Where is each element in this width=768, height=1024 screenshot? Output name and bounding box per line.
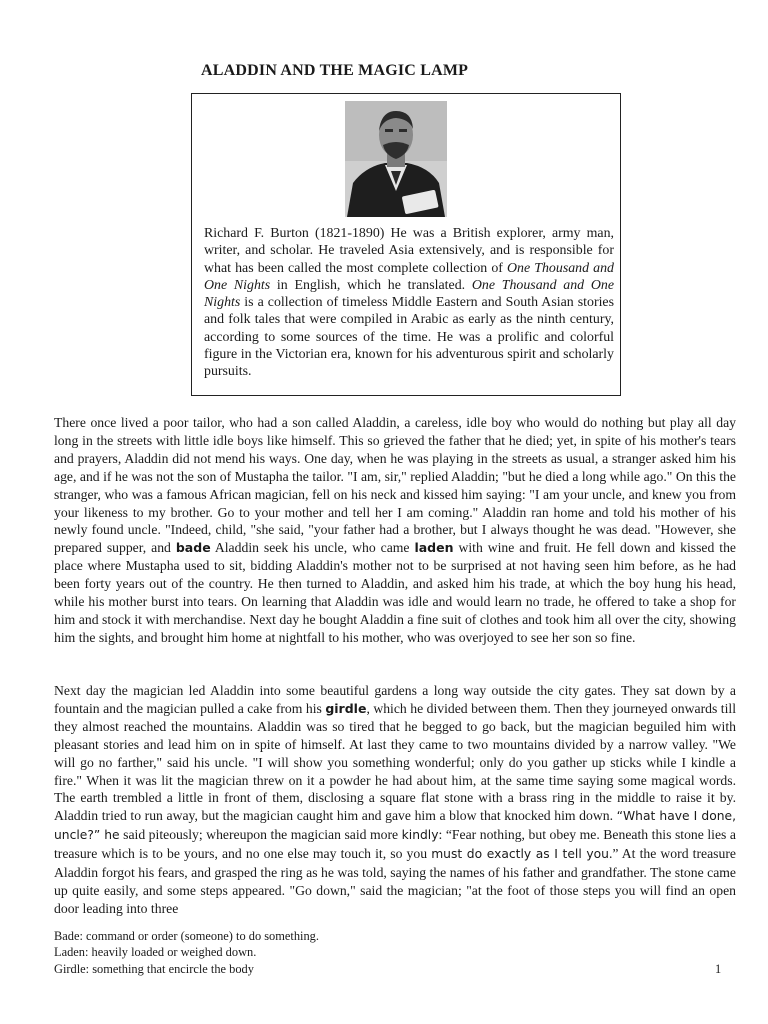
page-number: 1 (715, 962, 722, 976)
bio-text-part: Richard F. Burton (1821-1890) He was a British explorer, army man, writer, and scholar. He traveled Asia extensively, and is responsible for what has been called the most complete collection of (204, 226, 614, 276)
bio-text-part: in English, which he translated. (270, 277, 472, 293)
biography-box (191, 93, 621, 396)
vocab-note: Bade: command or order (someone) to do something. (54, 929, 319, 943)
vocab-note: Laden: heavily loaded or weighed down. (54, 945, 257, 960)
vocab-note: Girdle: something that encircle the body (54, 961, 254, 976)
vocab-word-bade: bade (175, 540, 211, 556)
story-text: with wine and fruit. He fell down and kissed the place where Mustapha used to sit, bidding Aladdin's mother not to be surprised at not having seen him before, as he had been forty years out of the country. He then turned to Aladdin, and asked him his trade, at which the boy hung his head, while his mother burst into tears. On learning that Aladdin was idle and would learn no trade, he offered to take a shop for him and stock it with merchandise. Next day he bought Aladdin a fine suit of clothes and took him all over the city, showing him the sights, and brought him home at nightfall to his mother, who was overjoyed to see her son so fine. (54, 540, 736, 645)
portrait-photo (345, 101, 447, 217)
book-title-italic: One Thousand and One Nights (204, 260, 614, 293)
biography-text (204, 225, 614, 381)
story-text: : “Fear nothing, but obey me. Beneath this stone lies a treasure which is to be yours, and no one else may touch it, so you (54, 827, 736, 862)
vocab-word-laden: laden (414, 540, 454, 556)
story-text: There once lived a poor tailor, who had a son called Aladdin, a careless, idle boy who would do nothing but play all day long in the streets with little idle boys like himself. This so grieved the father that he died; yet, in spite of his mother's tears and prayers, Aladdin did not mend his ways. One day, when he was playing in the streets as usual, a stranger asked him his age, and if he was not the son of Mustapha the tailor. "I am, sir," replied Aladdin; "but he died a long while ago." On this the stranger, who was a famous African magician, fell on his neck and kissed him saying: "I am your uncle, and knew you from your likeness to my brother. Go to your mother and tell her I am coming." Aladdin ran home and told his mother of his newly found uncle. "Indeed, child, "she said, "your father had a brother, but I always thought he was dead. "However, she prepared supper, and (54, 415, 736, 556)
story-text: , which he divided between them. Then they journeyed onwards till they almost reached the mountains. Aladdin was so tired that he begged to go back, but the magician beguiled him with pleasant stories and lead him on in spite of himself. At last they came to two mountains divided by a narrow valley. "We will go no farther," said his uncle. "I will show you something wonderful; only do you gather up sticks while I kindle a fire." When it was lit the magician threw on it a powder he had about him, at the same time saying some magical words. The earth trembled a little in front of them, disclosing a square flat stone with a brass ring in the middle to raise it by. Aladdin tried to run away, but the magician caught him and gave him a blow that knocked him down. (54, 700, 737, 824)
story-paragraph-2 (54, 682, 736, 918)
story-text: Aladdin seek his uncle, who came (210, 540, 415, 556)
page-title: ALADDIN AND THE MAGIC LAMP (201, 62, 469, 79)
story-text: .” At the word treasure Aladdin forgot his fears, and grasped the ring as he was told, saying the names of his father and grandfather. The stone came up quite easily, and some steps appeared. "Go down," said the magician; "at the foot of those steps you will find an open door leading into three (54, 846, 736, 916)
vocabulary-notes (54, 928, 319, 977)
story-paragraph-1 (54, 414, 736, 647)
story-text: said piteously; whereupon the magician said more (119, 827, 402, 843)
story-text: must do exactly as I tell you (431, 847, 609, 862)
bio-text-part: is a collection of timeless Middle Eastern and South Asian stories and folk tales that were compiled in Arabic as early as the ninth century, according to some sources of the time. He was a prolific and colorful figure in the Victorian era, known for his adventurous spirit and scholarly pursuits. (204, 295, 614, 380)
story-text: Next day the magician led Aladdin into some beautiful gardens a long way outside the city gates. They sat down by a fountain and the magician pulled a cake from his (54, 683, 736, 716)
book-title-italic: One Thousand and One Nights (204, 277, 614, 311)
story-text: kindly (401, 828, 439, 843)
vocab-word-girdle: girdle (325, 700, 367, 716)
story-quote: “What have I done, uncle?” he (54, 809, 736, 843)
